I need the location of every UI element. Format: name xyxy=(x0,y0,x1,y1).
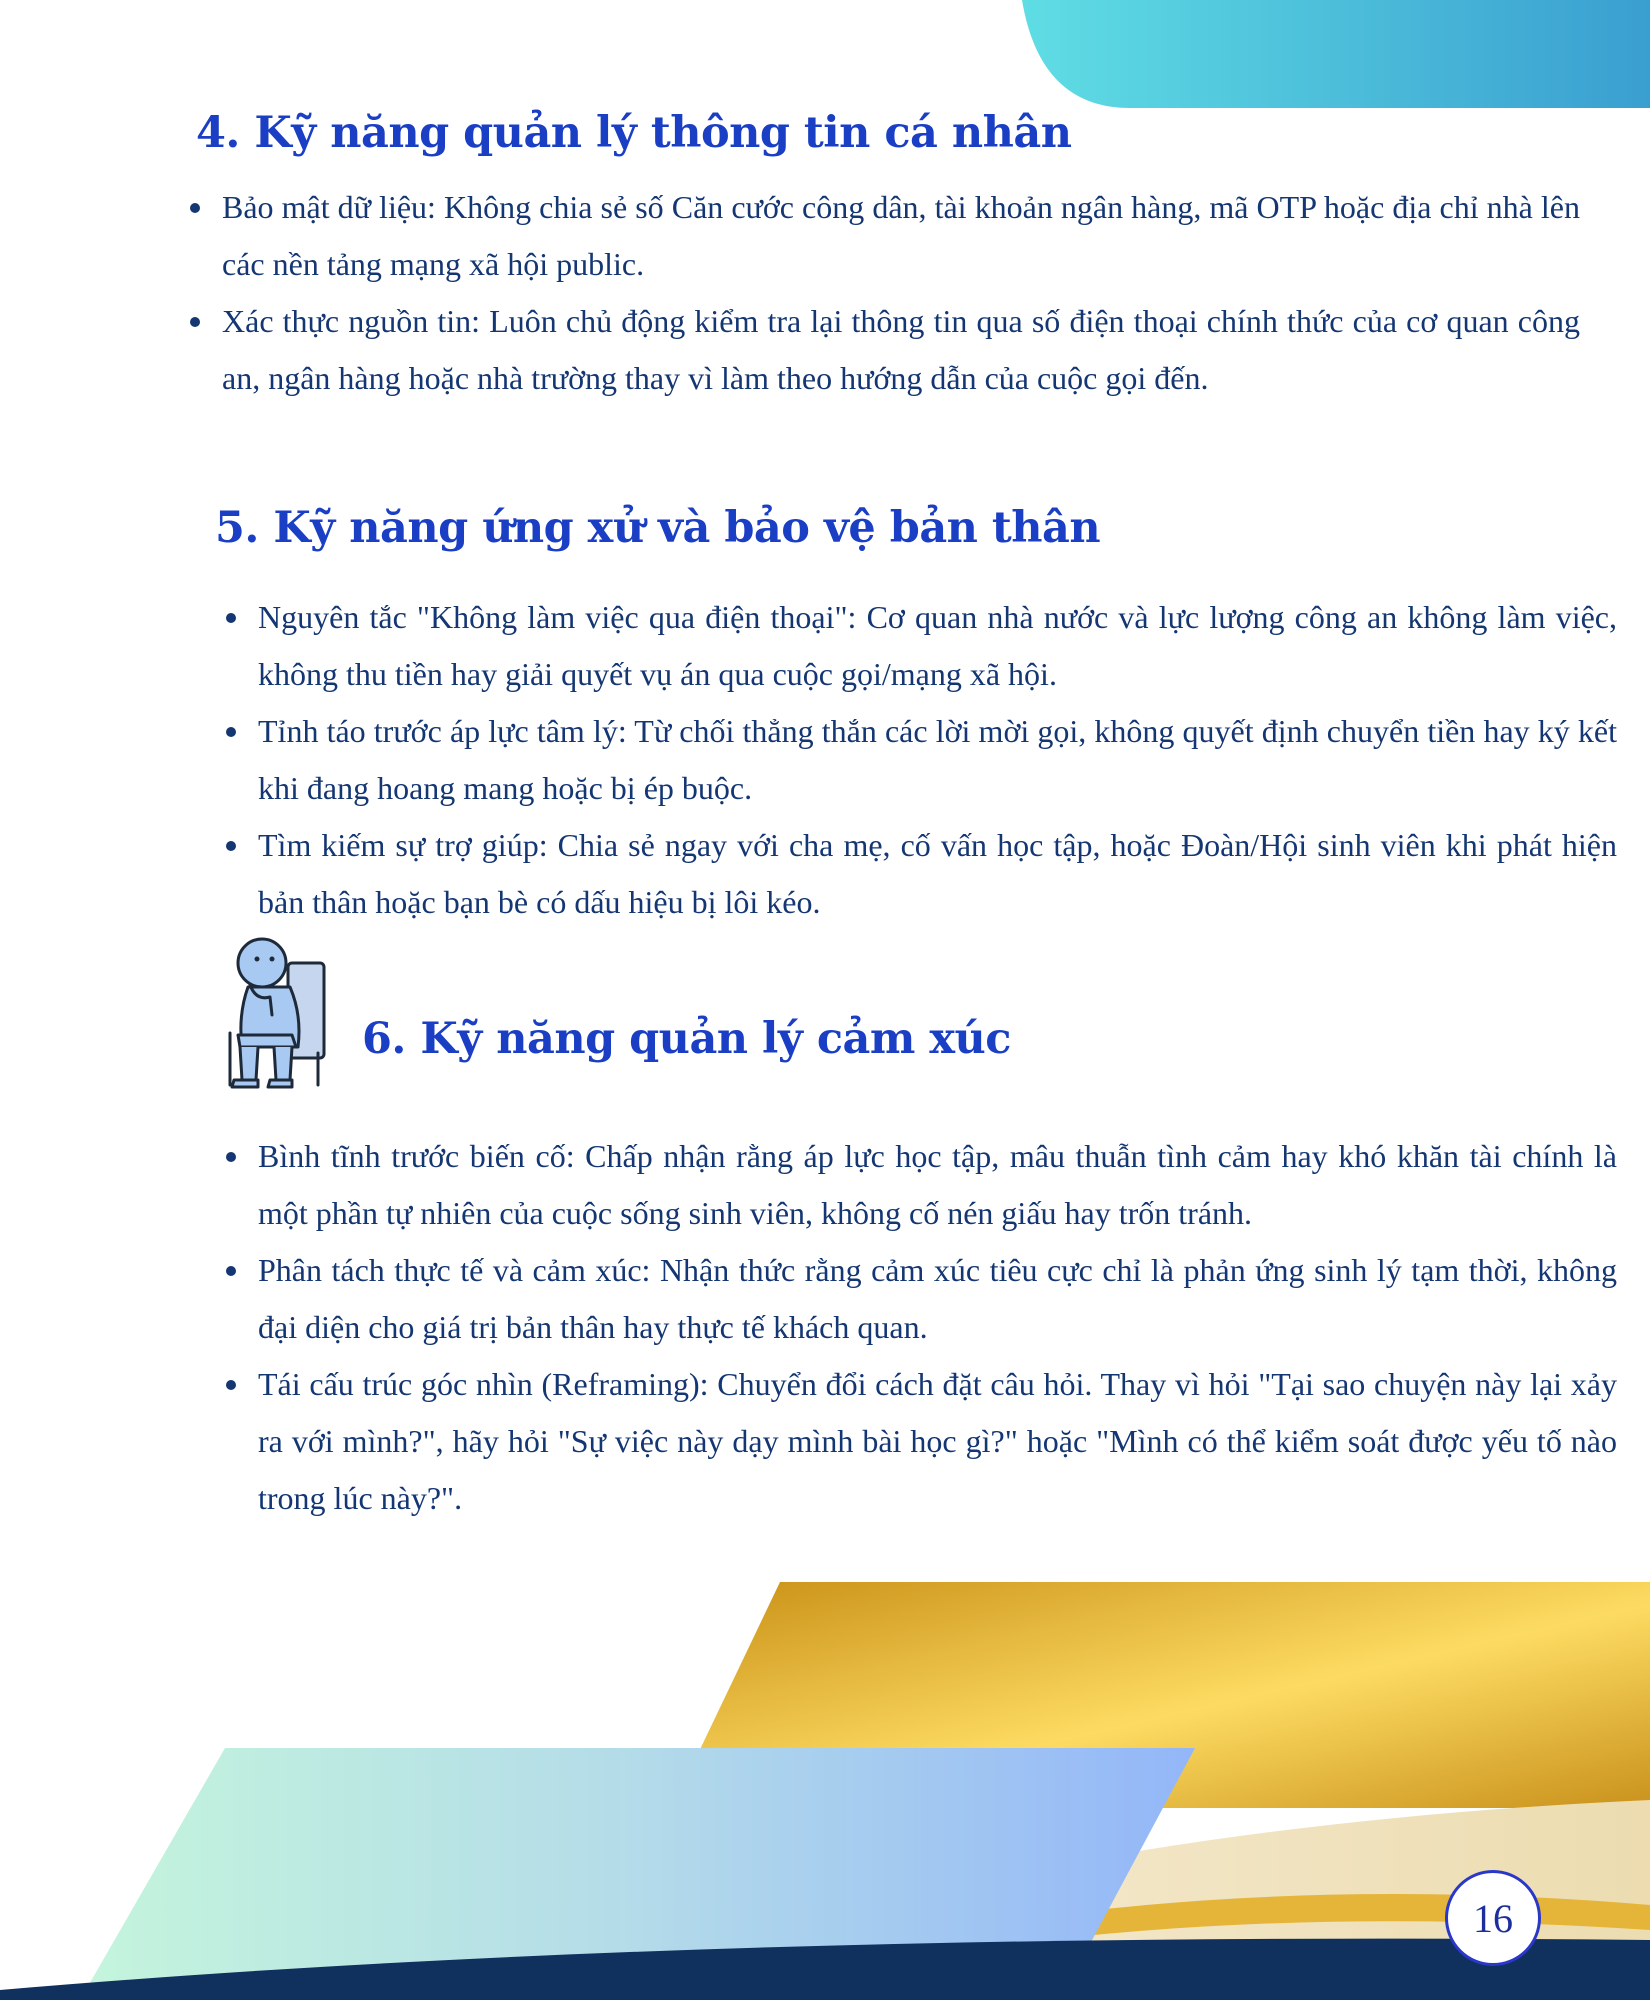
bullet-dot-icon xyxy=(190,317,200,327)
list-item: Phân tách thực tế và cảm xúc: Nhận thức rằng cảm xúc tiêu cực chỉ là phản ứng sinh lý tạm thời, không đại diện cho giá trị bản thân hay thực tế khách quan. xyxy=(222,1242,1617,1356)
bullet-dot-icon xyxy=(226,1380,236,1390)
page-number: 16 xyxy=(1445,1870,1541,1966)
top-teal-shape xyxy=(1022,0,1650,108)
list-item: Bình tĩnh trước biến cố: Chấp nhận rằng áp lực học tập, mâu thuẫn tình cảm hay khó khăn tài chính là một phần tự nhiên của cuộc sống sinh viên, không cố nén giấu hay trốn tránh. xyxy=(222,1128,1617,1242)
section-5-list xyxy=(222,589,1617,931)
list-item: Tìm kiếm sự trợ giúp: Chia sẻ ngay với cha mẹ, cố vấn học tập, hoặc Đoàn/Hội sinh viên khi phát hiện bản thân hoặc bạn bè có dấu hiệu bị lôi kéo. xyxy=(222,817,1617,931)
thinking-person-on-chair-icon xyxy=(220,935,328,1090)
bullet-dot-icon xyxy=(190,203,200,213)
list-item: Nguyên tắc "Không làm việc qua điện thoại": Cơ quan nhà nước và lực lượng công an không làm việc, không thu tiền hay giải quyết vụ án qua cuộc gọi/mạng xã hội. xyxy=(222,589,1617,703)
bullet-dot-icon xyxy=(226,613,236,623)
bullet-dot-icon xyxy=(226,1266,236,1276)
section-6-list xyxy=(222,1128,1617,1527)
section-4-list xyxy=(186,179,1580,407)
bullet-dot-icon xyxy=(226,727,236,737)
section-heading-5: 5. Kỹ năng ứng xử và bảo vệ bản thân xyxy=(215,503,1101,553)
section-heading-6: 6. Kỹ năng quản lý cảm xúc xyxy=(362,1014,1011,1064)
bullet-dot-icon xyxy=(226,841,236,851)
list-item: Tỉnh táo trước áp lực tâm lý: Từ chối thẳng thắn các lời mời gọi, không quyết định chuyển tiền hay ký kết khi đang hoang mang hoặc bị ép buộc. xyxy=(222,703,1617,817)
list-item: Bảo mật dữ liệu: Không chia sẻ số Căn cước công dân, tài khoản ngân hàng, mã OTP hoặc địa chỉ nhà lên các nền tảng mạng xã hội public. xyxy=(186,179,1580,293)
section-heading-4: 4. Kỹ năng quản lý thông tin cá nhân xyxy=(196,108,1072,158)
list-item: Tái cấu trúc góc nhìn (Reframing): Chuyển đổi cách đặt câu hỏi. Thay vì hỏi "Tại sao chuyện này lại xảy ra với mình?", hãy hỏi "Sự việc này dạy mình bài học gì?" hoặc "Mình có thể kiểm soát được yếu tố nào trong lúc này?". xyxy=(222,1356,1617,1527)
bullet-dot-icon xyxy=(226,1152,236,1162)
list-item: Xác thực nguồn tin: Luôn chủ động kiểm tra lại thông tin qua số điện thoại chính thức của cơ quan công an, ngân hàng hoặc nhà trường thay vì làm theo hướng dẫn của cuộc gọi đến. xyxy=(186,293,1580,407)
